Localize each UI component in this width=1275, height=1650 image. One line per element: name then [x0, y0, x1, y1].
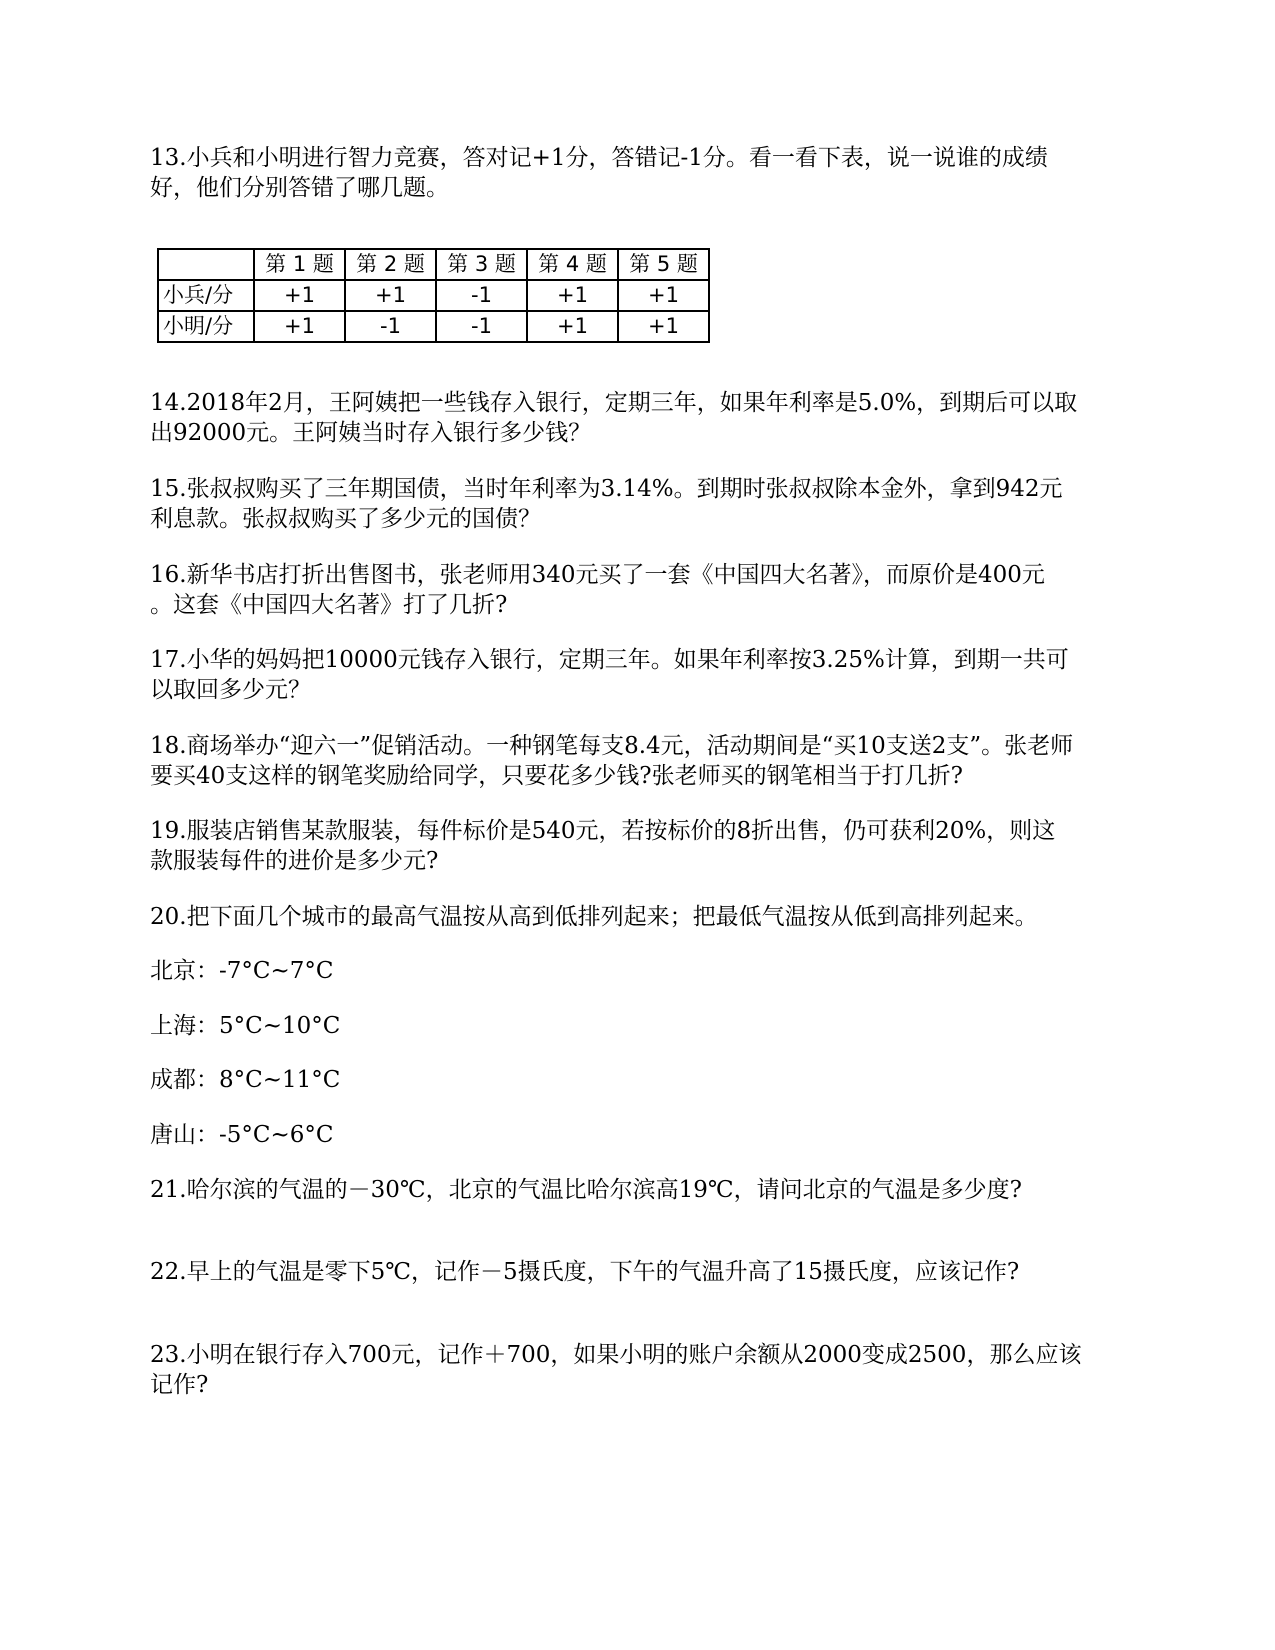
table-cell: +1 — [345, 280, 436, 311]
question-22-line-1: 22.早上的气温是零下5℃，记作－5摄氏度，下午的气温升高了15摄氏度，应该记作? — [150, 1259, 1020, 1285]
table-header-q3: 第 3 题 — [436, 249, 527, 280]
table-row — [158, 280, 709, 311]
table-header-q2: 第 2 题 — [345, 249, 436, 280]
question-14-line-2: 出92000元。王阿姨当时存入银行多少钱？ — [150, 420, 592, 446]
table-row-label: 小明/分 — [158, 311, 254, 342]
question-15-line-1: 15.张叔叔购买了三年期国债，当时年利率为3.14%。到期时张叔叔除本金外，拿到942元 — [150, 476, 1063, 502]
question-21-line-1: 21.哈尔滨的气温的－30℃，北京的气温比哈尔滨高19℃，请问北京的气温是多少度? — [150, 1177, 1022, 1203]
question-13 — [150, 143, 1125, 203]
table-cell: +1 — [618, 311, 709, 342]
city-temp-chengdu — [150, 1065, 1125, 1095]
question-21 — [150, 1175, 1125, 1205]
table-cell: +1 — [254, 311, 345, 342]
table-row-label: 小兵/分 — [158, 280, 254, 311]
question-23 — [150, 1340, 1125, 1400]
table-cell: +1 — [527, 311, 618, 342]
question-17-line-1: 17.小华的妈妈把10000元钱存入银行，定期三年。如果年利率按3.25%计算，到期一共可 — [150, 647, 1069, 673]
question-15-line-2: 利息款。张叔叔购买了多少元的国债？ — [150, 506, 541, 532]
city-temp-beijing — [150, 956, 1125, 986]
table-cell: +1 — [254, 280, 345, 311]
city-temp-line: 唐山：-5°C~6°C — [150, 1122, 334, 1148]
table-header-corner — [158, 249, 254, 280]
question-17 — [150, 645, 1125, 705]
question-14-line-1: 14.2018年2月，王阿姨把一些钱存入银行，定期三年，如果年利率是5.0%，到期后可以取 — [150, 390, 1078, 416]
table-header-q4: 第 4 题 — [527, 249, 618, 280]
table-header-row — [158, 249, 709, 280]
question-13-line-2: 好，他们分别答错了哪几题。 — [150, 175, 449, 201]
table-cell: -1 — [436, 311, 527, 342]
question-16 — [150, 560, 1125, 620]
question-18 — [150, 731, 1125, 791]
question-17-line-2: 以取回多少元？ — [150, 677, 311, 703]
question-16-line-2: 。这套《中国四大名著》打了几折? — [150, 592, 508, 618]
question-13-line-1: 13.小兵和小明进行智力竞赛，答对记+1分，答错记-1分。看一看下表，说一说谁的成绩 — [150, 145, 1048, 171]
question-22 — [150, 1257, 1125, 1287]
question-16-line-1: 16.新华书店打折出售图书，张老师用340元买了一套《中国四大名著》，而原价是400元 — [150, 562, 1045, 588]
question-18-line-1: 18.商场举办“迎六一”促销活动。一种钢笔每支8.4元，活动期间是“买10支送2支”。张老师 — [150, 733, 1074, 759]
city-temp-shanghai — [150, 1011, 1125, 1041]
city-temp-line: 成都：8°C~11°C — [150, 1067, 341, 1093]
city-temp-line: 北京：-7°C~7°C — [150, 958, 334, 984]
table-cell: -1 — [345, 311, 436, 342]
score-table — [157, 248, 710, 343]
question-23-line-1: 23.小明在银行存入700元，记作＋700，如果小明的账户余额从2000变成2500，那么应该 — [150, 1342, 1082, 1368]
question-23-line-2: 记作? — [150, 1372, 209, 1398]
question-19-line-2: 款服装每件的进价是多少元? — [150, 848, 439, 874]
table-row — [158, 311, 709, 342]
table-cell: -1 — [436, 280, 527, 311]
question-20 — [150, 902, 1125, 932]
question-15 — [150, 474, 1125, 534]
table-cell: +1 — [618, 280, 709, 311]
question-20-line-1: 20.把下面几个城市的最高气温按从高到低排列起来；把最低气温按从低到高排列起来。 — [150, 904, 1038, 930]
city-temp-tangshan — [150, 1120, 1125, 1150]
question-14 — [150, 388, 1125, 448]
table-cell: +1 — [527, 280, 618, 311]
question-19 — [150, 816, 1125, 876]
question-19-line-1: 19.服装店销售某款服装，每件标价是540元，若按标价的8折出售，仍可获利20%，则这 — [150, 818, 1056, 844]
table-header-q5: 第 5 题 — [618, 249, 709, 280]
city-temp-line: 上海：5°C~10°C — [150, 1013, 341, 1039]
table-header-q1: 第 1 题 — [254, 249, 345, 280]
question-18-line-2: 要买40支这样的钢笔奖励给同学，只要花多少钱?张老师买的钢笔相当于打几折? — [150, 763, 963, 789]
